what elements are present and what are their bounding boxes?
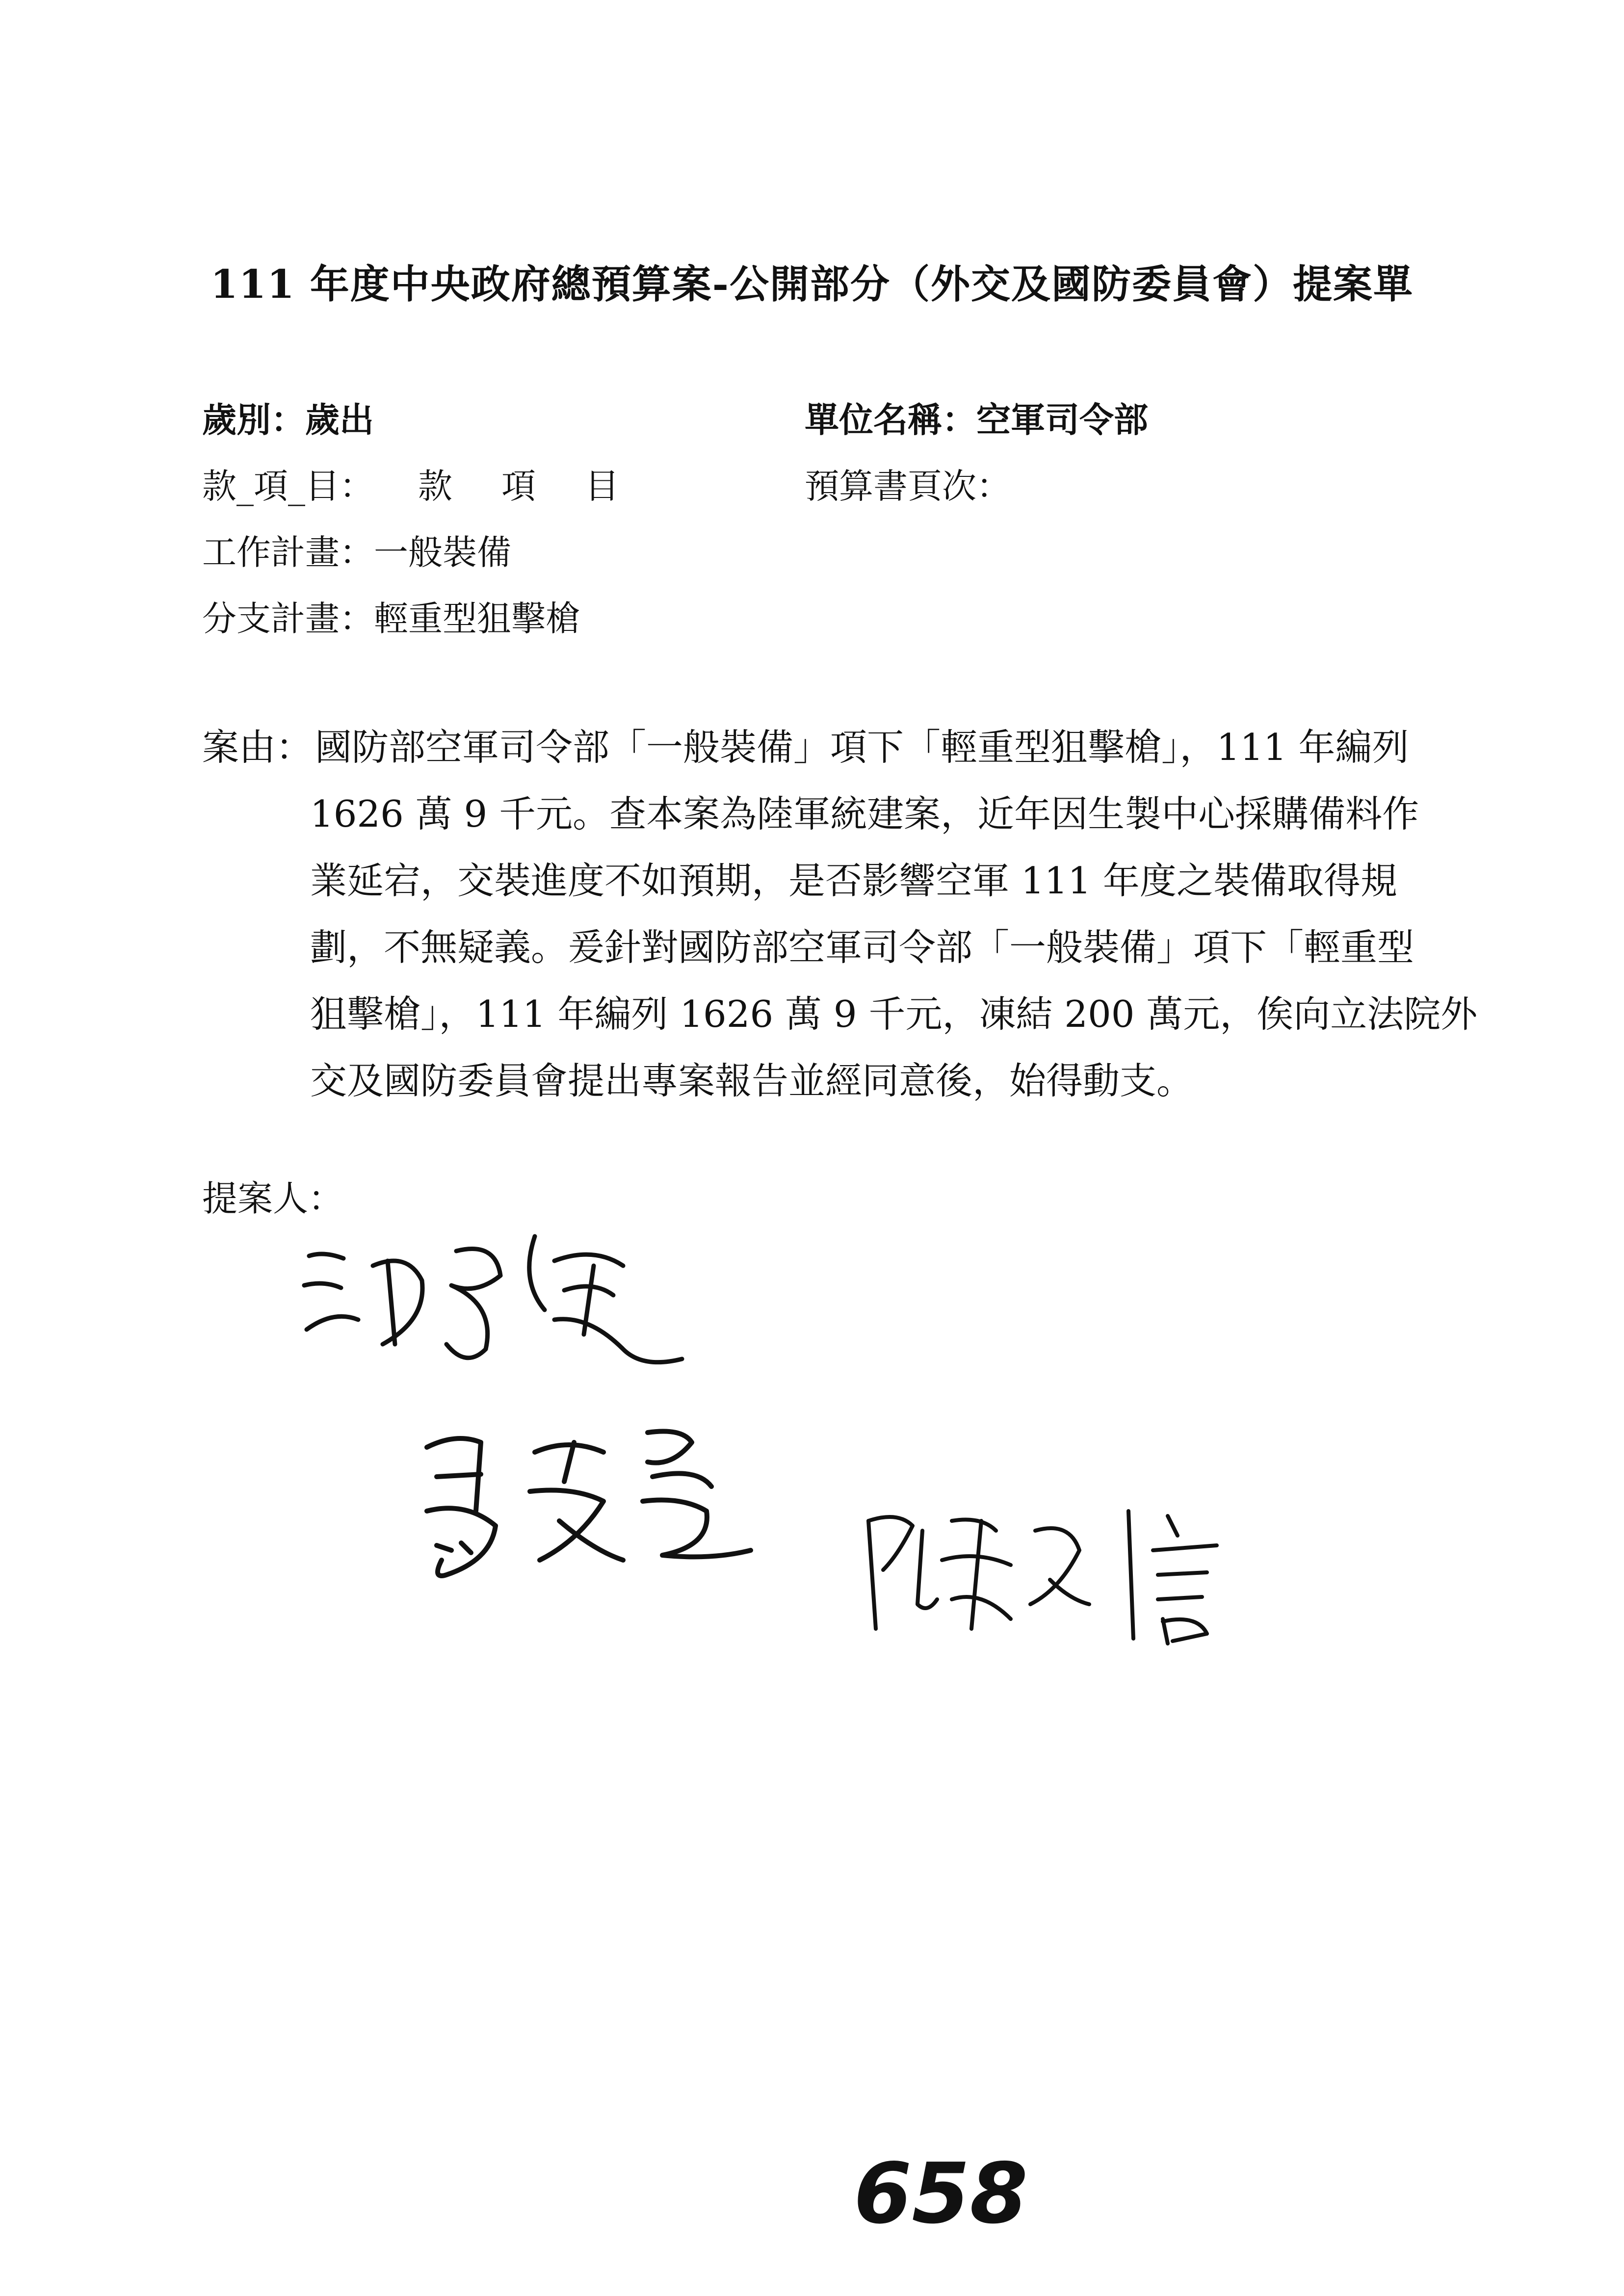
proposal-line: 國防部空軍司令部「一般裝備」項下「輕重型狙擊槍」，111 年編列 bbox=[315, 726, 1409, 769]
page-number-text: 658 bbox=[854, 2149, 1025, 2242]
proposal-line: 業延宕，交裝進度不如預期，是否影響空軍 111 年度之裝備取得規 bbox=[310, 859, 1397, 902]
budget-page-field bbox=[805, 459, 1011, 508]
signature-2 bbox=[417, 1413, 770, 1599]
proposer-label: 提案人： bbox=[202, 1178, 344, 1219]
budget-page-label: 預算書頁次： bbox=[805, 466, 1011, 506]
unit-name-label: 單位名稱： bbox=[805, 399, 976, 440]
signature-3 bbox=[854, 1491, 1295, 1653]
work-plan-label: 工作計畫： bbox=[202, 532, 374, 573]
unit-name-field bbox=[805, 392, 1148, 442]
branch-plan-value: 輕重型狙擊槍 bbox=[374, 599, 580, 639]
item-xiang: 項 bbox=[501, 466, 536, 506]
work-plan-field bbox=[202, 525, 511, 574]
branch-plan-field bbox=[202, 591, 580, 641]
unit-name-value: 空軍司令部 bbox=[976, 399, 1148, 440]
item-kuan: 款 bbox=[418, 466, 452, 506]
proposal-line: 劃，不無疑義。爰針對國防部空軍司令部「一般裝備」項下「輕重型 bbox=[310, 926, 1414, 969]
proposal-line: 交及國防委員會提出專案報告並經同意後，始得動支。 bbox=[310, 1059, 1194, 1102]
item-field bbox=[202, 459, 619, 508]
budget-type-field bbox=[202, 392, 374, 442]
item-label: 款_項_目： bbox=[202, 466, 374, 506]
signature-1 bbox=[289, 1222, 731, 1388]
budget-type-value: 歲出 bbox=[305, 399, 374, 440]
work-plan-value: 一般裝備 bbox=[374, 532, 511, 573]
proposal-line: 1626 萬 9 千元。查本案為陸軍統建案，近年因生製中心採購備料作 bbox=[310, 792, 1419, 835]
item-mu: 目 bbox=[585, 466, 619, 506]
page-number bbox=[849, 2149, 1025, 2244]
document-title: 111 年度中央政府總預算案-公開部分（外交及國防委員會）提案單 bbox=[210, 261, 1414, 307]
proposal-line: 狙擊槍」，111 年編列 1626 萬 9 千元，凍結 200 萬元，俟向立法院外 bbox=[310, 992, 1478, 1036]
proposal-label: 案由： bbox=[202, 726, 313, 769]
branch-plan-label: 分支計畫： bbox=[202, 599, 374, 639]
budget-type-label: 歲別： bbox=[202, 399, 305, 440]
